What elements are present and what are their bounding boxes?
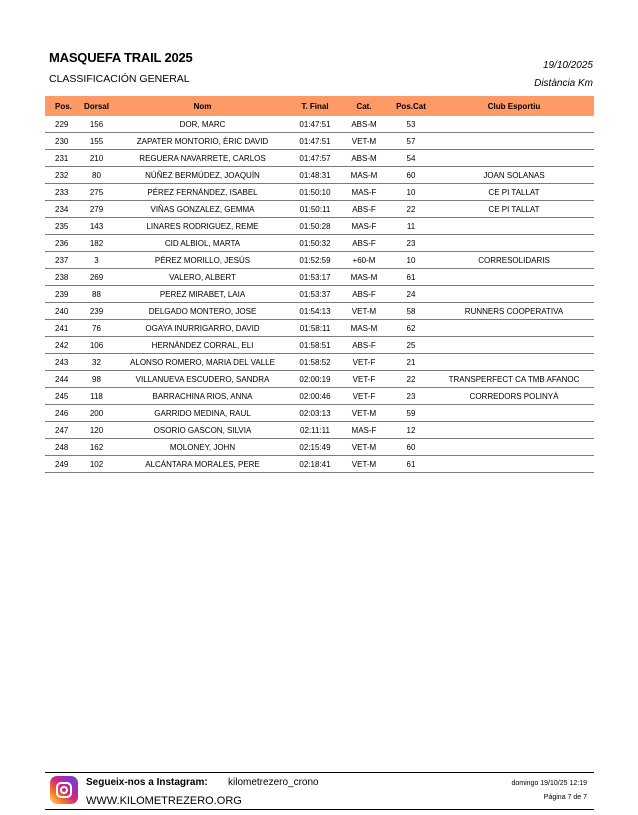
club-cell bbox=[434, 354, 594, 371]
time-cell: 01:50:28 bbox=[290, 218, 340, 235]
name-cell: VALERO, ALBERT bbox=[115, 269, 290, 286]
category-pos-cell: 62 bbox=[388, 320, 434, 337]
category-cell: ABS-F bbox=[340, 201, 388, 218]
column-header-nom: Nom bbox=[193, 101, 212, 111]
pos-cell: 238 bbox=[45, 269, 78, 286]
time-cell: 01:48:31 bbox=[290, 167, 340, 184]
name-cell: VIÑAS GONZALEZ, GEMMA bbox=[115, 201, 290, 218]
table-row bbox=[45, 286, 594, 303]
category-pos-cell: 10 bbox=[388, 184, 434, 201]
category-cell: ABS-F bbox=[340, 337, 388, 354]
pos-cell: 246 bbox=[45, 405, 78, 422]
table-row bbox=[45, 252, 594, 269]
category-pos-cell: 24 bbox=[388, 286, 434, 303]
table-row bbox=[45, 150, 594, 167]
club-cell: RUNNERS COOPERATIVA bbox=[434, 303, 594, 320]
category-pos-cell: 25 bbox=[388, 337, 434, 354]
name-cell: PEREZ MIRABET, LAIA bbox=[115, 286, 290, 303]
club-cell bbox=[434, 150, 594, 167]
race-date: 19/10/2025 bbox=[542, 60, 593, 71]
race-title: MASQUEFA TRAIL 2025 bbox=[49, 50, 193, 65]
dorsal-cell: 155 bbox=[78, 133, 115, 150]
category-pos-cell: 22 bbox=[388, 201, 434, 218]
time-cell: 01:47:51 bbox=[290, 116, 340, 133]
time-cell: 01:50:11 bbox=[290, 201, 340, 218]
name-cell: DELGADO MONTERO, JOSE bbox=[115, 303, 290, 320]
category-cell: VET-M bbox=[340, 456, 388, 473]
time-cell: 01:47:57 bbox=[290, 150, 340, 167]
instagram-follow-label: Segueix-nos a Instagram: bbox=[86, 777, 208, 788]
club-cell bbox=[434, 439, 594, 456]
table-row bbox=[45, 371, 594, 388]
category-cell: VET-F bbox=[340, 388, 388, 405]
pos-cell: 240 bbox=[45, 303, 78, 320]
dorsal-cell: 275 bbox=[78, 184, 115, 201]
pos-cell: 233 bbox=[45, 184, 78, 201]
dorsal-cell: 182 bbox=[78, 235, 115, 252]
column-header-cat: Cat. bbox=[356, 101, 372, 111]
table-row bbox=[45, 303, 594, 320]
club-cell: CORREDORS POLINYÀ bbox=[434, 388, 594, 405]
dorsal-cell: 239 bbox=[78, 303, 115, 320]
category-pos-cell: 53 bbox=[388, 116, 434, 133]
table-row bbox=[45, 422, 594, 439]
name-cell: LINARES RODRIGUEZ, REME bbox=[115, 218, 290, 235]
name-cell: VILLANUEVA ESCUDERO, SANDRA bbox=[115, 371, 290, 388]
time-cell: 02:11:11 bbox=[290, 422, 340, 439]
category-cell: ABS-F bbox=[340, 235, 388, 252]
table-row bbox=[45, 201, 594, 218]
name-cell: DOR, MARC bbox=[115, 116, 290, 133]
table-row bbox=[45, 439, 594, 456]
pos-cell: 234 bbox=[45, 201, 78, 218]
category-pos-cell: 54 bbox=[388, 150, 434, 167]
pos-cell: 237 bbox=[45, 252, 78, 269]
time-cell: 02:15:49 bbox=[290, 439, 340, 456]
category-pos-cell: 61 bbox=[388, 269, 434, 286]
name-cell: OGAYA INURRIGARRO, DAVID bbox=[115, 320, 290, 337]
column-header-pos-cat: Pos.Cat bbox=[396, 101, 426, 111]
dorsal-cell: 120 bbox=[78, 422, 115, 439]
category-cell: VET-F bbox=[340, 354, 388, 371]
classification-subtitle: CLASSIFICACIÓN GENERAL bbox=[49, 73, 190, 85]
print-timestamp: domingo 19/10/25 12:19 bbox=[511, 780, 587, 787]
instagram-icon-dot bbox=[68, 783, 70, 785]
category-cell: ABS-M bbox=[340, 150, 388, 167]
category-pos-cell: 10 bbox=[388, 252, 434, 269]
footer-divider-bottom bbox=[45, 809, 594, 810]
category-cell: MAS-F bbox=[340, 184, 388, 201]
dorsal-cell: 106 bbox=[78, 337, 115, 354]
category-cell: ABS-F bbox=[340, 286, 388, 303]
name-cell: NÚÑEZ BERMÚDEZ, JOAQUÍN bbox=[115, 167, 290, 184]
club-cell: TRANSPERFECT CA TMB AFANOC bbox=[434, 371, 594, 388]
pos-cell: 242 bbox=[45, 337, 78, 354]
dorsal-cell: 269 bbox=[78, 269, 115, 286]
club-cell bbox=[434, 422, 594, 439]
results-table bbox=[45, 96, 594, 473]
pos-cell: 229 bbox=[45, 116, 78, 133]
name-cell: PÉREZ FERNÁNDEZ, ISABEL bbox=[115, 184, 290, 201]
instagram-icon-lens bbox=[60, 786, 68, 794]
name-cell: ZAPATER MONTORIO, ÈRIC DAVID bbox=[115, 133, 290, 150]
category-cell: VET-M bbox=[340, 439, 388, 456]
category-pos-cell: 11 bbox=[388, 218, 434, 235]
time-cell: 01:58:52 bbox=[290, 354, 340, 371]
category-pos-cell: 57 bbox=[388, 133, 434, 150]
name-cell: BARRACHINA RIOS, ANNA bbox=[115, 388, 290, 405]
dorsal-cell: 200 bbox=[78, 405, 115, 422]
table-row bbox=[45, 167, 594, 184]
pos-cell: 247 bbox=[45, 422, 78, 439]
time-cell: 01:47:51 bbox=[290, 133, 340, 150]
column-header-dorsal: Dorsal bbox=[84, 101, 109, 111]
column-header-club: Club Esportiu bbox=[487, 101, 541, 111]
column-header-t-final: T. Final bbox=[301, 101, 329, 111]
category-cell: VET-M bbox=[340, 303, 388, 320]
results-body bbox=[45, 116, 594, 473]
table-row bbox=[45, 320, 594, 337]
club-cell: CORRESOLIDARIS bbox=[434, 252, 594, 269]
club-cell bbox=[434, 218, 594, 235]
pos-cell: 241 bbox=[45, 320, 78, 337]
pos-cell: 231 bbox=[45, 150, 78, 167]
dorsal-cell: 76 bbox=[78, 320, 115, 337]
pos-cell: 249 bbox=[45, 456, 78, 473]
time-cell: 01:53:37 bbox=[290, 286, 340, 303]
club-cell bbox=[434, 133, 594, 150]
time-cell: 02:03:13 bbox=[290, 405, 340, 422]
name-cell: ALONSO ROMERO, MARIA DEL VALLE bbox=[115, 354, 290, 371]
time-cell: 02:00:19 bbox=[290, 371, 340, 388]
table-row bbox=[45, 133, 594, 150]
pos-cell: 243 bbox=[45, 354, 78, 371]
time-cell: 01:53:17 bbox=[290, 269, 340, 286]
club-cell: CE PI TALLAT bbox=[434, 201, 594, 218]
name-cell: MOLONEY, JOHN bbox=[115, 439, 290, 456]
dorsal-cell: 102 bbox=[78, 456, 115, 473]
club-cell bbox=[434, 286, 594, 303]
table-row bbox=[45, 354, 594, 371]
time-cell: 02:18:41 bbox=[290, 456, 340, 473]
time-cell: 01:58:51 bbox=[290, 337, 340, 354]
club-cell bbox=[434, 320, 594, 337]
name-cell: OSORIO GASCON, SILVIA bbox=[115, 422, 290, 439]
time-cell: 01:58:11 bbox=[290, 320, 340, 337]
category-pos-cell: 60 bbox=[388, 439, 434, 456]
name-cell: GARRIDO MEDINA, RAUL bbox=[115, 405, 290, 422]
instagram-icon[interactable] bbox=[50, 776, 78, 804]
table-row bbox=[45, 456, 594, 473]
name-cell: ALCÁNTARA MORALES, PERE bbox=[115, 456, 290, 473]
footer-divider-top bbox=[45, 772, 594, 773]
time-cell: 02:00:46 bbox=[290, 388, 340, 405]
pos-cell: 245 bbox=[45, 388, 78, 405]
table-row bbox=[45, 388, 594, 405]
table-row bbox=[45, 235, 594, 252]
dorsal-cell: 80 bbox=[78, 167, 115, 184]
category-pos-cell: 23 bbox=[388, 235, 434, 252]
table-row bbox=[45, 218, 594, 235]
website-link[interactable]: WWW.KILOMETREZERO.ORG bbox=[86, 795, 242, 807]
category-cell: MAS-M bbox=[340, 320, 388, 337]
pos-cell: 248 bbox=[45, 439, 78, 456]
category-pos-cell: 58 bbox=[388, 303, 434, 320]
instagram-handle[interactable]: kilometrezero_crono bbox=[228, 777, 319, 788]
dorsal-cell: 279 bbox=[78, 201, 115, 218]
club-cell bbox=[434, 235, 594, 252]
distance-label: Distància Km bbox=[534, 78, 593, 89]
club-cell: JOAN SOLANAS bbox=[434, 167, 594, 184]
page-number: Página 7 de 7 bbox=[543, 794, 587, 801]
time-cell: 01:50:32 bbox=[290, 235, 340, 252]
category-pos-cell: 12 bbox=[388, 422, 434, 439]
table-row bbox=[45, 405, 594, 422]
name-cell: REGUERA NAVARRETE, CARLOS bbox=[115, 150, 290, 167]
category-pos-cell: 59 bbox=[388, 405, 434, 422]
club-cell: CE PI TALLAT bbox=[434, 184, 594, 201]
name-cell: HERNÁNDEZ CORRAL, ELI bbox=[115, 337, 290, 354]
dorsal-cell: 143 bbox=[78, 218, 115, 235]
table-row bbox=[45, 184, 594, 201]
pos-cell: 244 bbox=[45, 371, 78, 388]
dorsal-cell: 156 bbox=[78, 116, 115, 133]
category-pos-cell: 60 bbox=[388, 167, 434, 184]
dorsal-cell: 210 bbox=[78, 150, 115, 167]
pos-cell: 230 bbox=[45, 133, 78, 150]
club-cell bbox=[434, 405, 594, 422]
dorsal-cell: 3 bbox=[78, 252, 115, 269]
club-cell bbox=[434, 116, 594, 133]
category-cell: VET-M bbox=[340, 405, 388, 422]
pos-cell: 235 bbox=[45, 218, 78, 235]
table-row bbox=[45, 337, 594, 354]
table-row bbox=[45, 269, 594, 286]
dorsal-cell: 118 bbox=[78, 388, 115, 405]
category-pos-cell: 61 bbox=[388, 456, 434, 473]
name-cell: CID ALBIOL, MARTA bbox=[115, 235, 290, 252]
category-cell: MAS-M bbox=[340, 269, 388, 286]
dorsal-cell: 88 bbox=[78, 286, 115, 303]
column-header-pos: Pos. bbox=[55, 101, 72, 111]
pos-cell: 236 bbox=[45, 235, 78, 252]
category-pos-cell: 21 bbox=[388, 354, 434, 371]
dorsal-cell: 98 bbox=[78, 371, 115, 388]
table-row bbox=[45, 116, 594, 133]
name-cell: PÉREZ MORILLO, JESÚS bbox=[115, 252, 290, 269]
club-cell bbox=[434, 337, 594, 354]
category-cell: VET-M bbox=[340, 133, 388, 150]
club-cell bbox=[434, 269, 594, 286]
category-cell: MAS-F bbox=[340, 218, 388, 235]
pos-cell: 232 bbox=[45, 167, 78, 184]
category-cell: MAS-F bbox=[340, 422, 388, 439]
time-cell: 01:50:10 bbox=[290, 184, 340, 201]
category-pos-cell: 22 bbox=[388, 371, 434, 388]
category-pos-cell: 23 bbox=[388, 388, 434, 405]
pos-cell: 239 bbox=[45, 286, 78, 303]
time-cell: 01:52:59 bbox=[290, 252, 340, 269]
time-cell: 01:54:13 bbox=[290, 303, 340, 320]
category-cell: +60-M bbox=[340, 252, 388, 269]
dorsal-cell: 32 bbox=[78, 354, 115, 371]
table-header-row bbox=[45, 96, 594, 116]
category-cell: VET-F bbox=[340, 371, 388, 388]
dorsal-cell: 162 bbox=[78, 439, 115, 456]
category-cell: ABS-M bbox=[340, 116, 388, 133]
category-cell: MAS-M bbox=[340, 167, 388, 184]
club-cell bbox=[434, 456, 594, 473]
